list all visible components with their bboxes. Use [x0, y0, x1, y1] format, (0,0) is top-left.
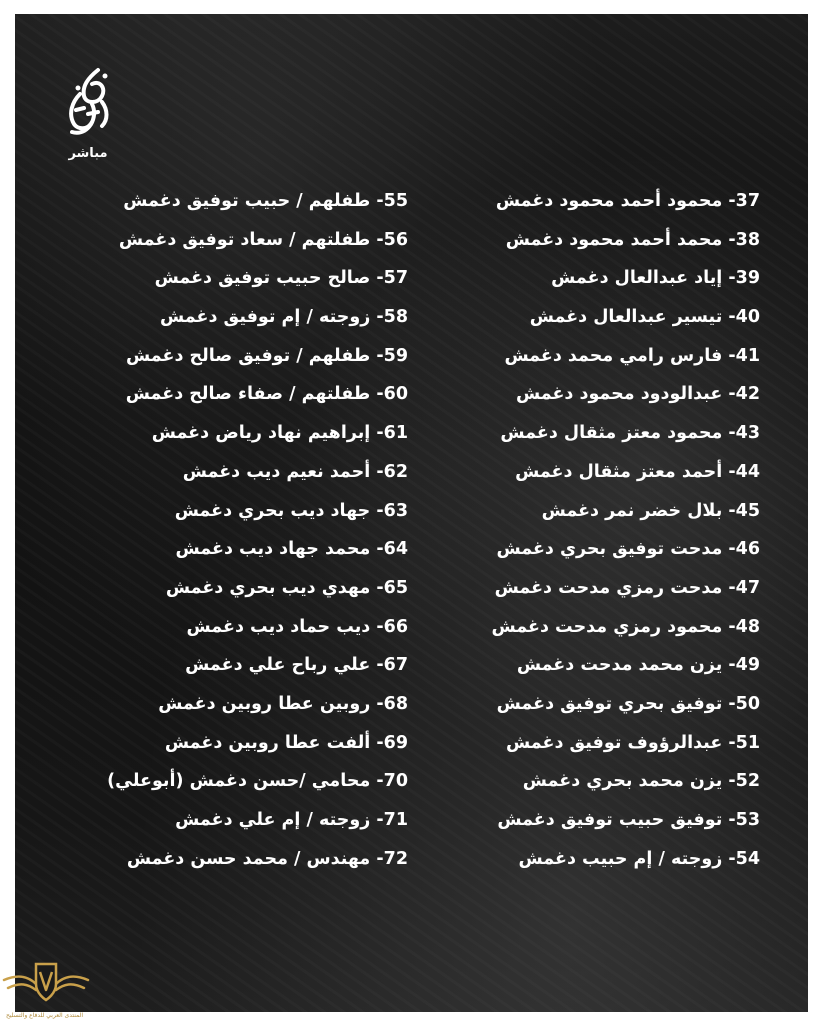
- list-item: 42- عبدالودود محمود دغمش: [515, 384, 760, 405]
- list-item: 71- زوجته / إم علي دغمش: [175, 810, 408, 830]
- list-item: 59- طفلهم / توفيق صالح دغمش: [126, 345, 408, 366]
- list-item: 51- عبدالرؤوف توفيق دغمش: [506, 732, 760, 753]
- list-item: 57- صالح حبيب توفيق دغمش: [154, 268, 408, 289]
- list-item: 61- إبراهيم نهاد رياض دغمش: [151, 423, 408, 444]
- list-item: 49- يزن محمد مدحت دغمش: [516, 655, 760, 676]
- list-item: 54- زوجته / إم حبيب دغمش: [518, 848, 760, 869]
- aljazeera-logo: [53, 64, 123, 174]
- list-item: 48- محمود رمزي مدحت دغمش: [491, 616, 760, 637]
- list-item: 65- مهدي ديب بحري دغمش: [165, 577, 408, 598]
- list-item: 39- إياد عبدالعال دغمش: [551, 268, 760, 289]
- list-item: 68- روبين عطا روبين دغمش: [158, 693, 408, 714]
- list-item: 66- ديب حماد ديب دغمش: [186, 616, 408, 637]
- list-item: 37- محمود أحمد محمود دغمش: [495, 191, 760, 211]
- list-item: 64- محمد جهاد ديب دغمش: [175, 539, 408, 560]
- list-item: 67- علي رباح علي دغمش: [185, 655, 408, 676]
- list-item: 69- ألفت عطا روبين دغمش: [164, 732, 408, 753]
- names-column-left: [78, 182, 408, 878]
- list-item: 70- محامي /حسن دغمش (أبوعلي): [107, 771, 408, 792]
- list-item: 60- طفلتهم / صفاء صالح دغمش: [125, 384, 408, 405]
- aljazeera-calligraphy-icon: [58, 64, 118, 144]
- list-item: 38- محمد أحمد محمود دغمش: [505, 229, 760, 250]
- list-item: 53- توفيق حبيب توفيق دغمش: [497, 810, 760, 830]
- list-item: 63- جهاد ديب بحري دغمش: [174, 500, 408, 521]
- list-item: 47- مدحت رمزي مدحت دغمش: [494, 577, 760, 598]
- list-item: 58- زوجته / إم توفيق دغمش: [160, 307, 408, 328]
- list-item: 45- بلال خضر نمر دغمش: [541, 500, 760, 521]
- list-item: 55- طفلهم / حبيب توفيق دغمش: [123, 191, 408, 211]
- list-item: 50- توفيق بحري توفيق دغمش: [496, 693, 760, 714]
- list-item: 40- تيسير عبدالعال دغمش: [529, 307, 760, 328]
- list-item: 62- أحمد نعيم ديب دغمش: [182, 461, 408, 482]
- forum-watermark-text: المنتدى العربي للدفاع والتسليح: [6, 1012, 83, 1019]
- list-item: 52- يزن محمد بحري دغمش: [522, 771, 760, 792]
- names-column-right: [430, 182, 760, 878]
- list-item: 43- محمود معتز مثقال دغمش: [500, 423, 760, 444]
- list-item: 41- فارس رامي محمد دغمش: [504, 345, 760, 366]
- list-item: 56- طفلتهم / سعاد توفيق دغمش: [118, 229, 408, 250]
- list-item: 72- مهندس / محمد حسن دغمش: [126, 848, 408, 869]
- list-item: 44- أحمد معتز مثقال دغمش: [515, 461, 760, 482]
- poster-background: [15, 14, 808, 1012]
- logo-subtitle: مباشر: [68, 146, 108, 161]
- list-item: 46- مدحت توفيق بحري دغمش: [496, 539, 760, 560]
- shield-wings-icon: [0, 950, 92, 1012]
- forum-watermark: [0, 950, 92, 1024]
